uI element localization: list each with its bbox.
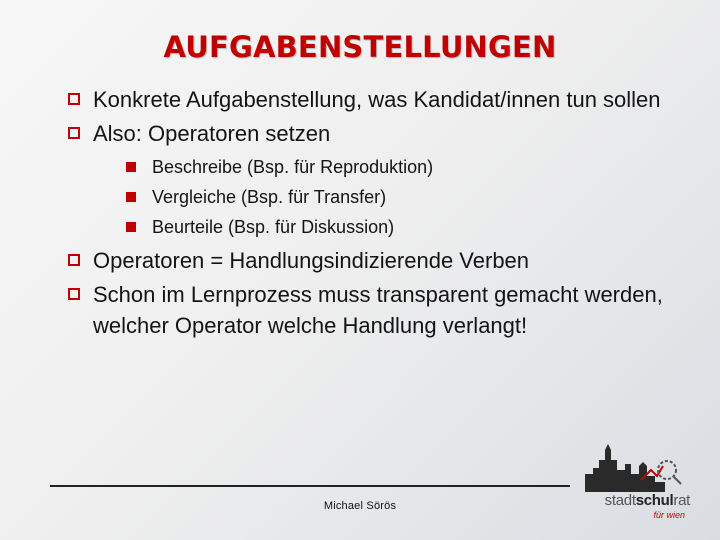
city-skyline-icon — [585, 440, 695, 495]
bullet-item — [68, 118, 688, 239]
sub-bullet-text: Beurteile (Bsp. für Diskussion) — [152, 217, 395, 237]
logo-wordmark: stadtschulrat — [604, 492, 690, 509]
bullet-item — [68, 279, 688, 341]
filled-square-bullet-icon — [126, 162, 136, 172]
slide-title: AUFGABENSTELLUNGEN — [163, 30, 557, 64]
sub-bullet-item — [126, 185, 688, 209]
bullet-text: Operatoren = Handlungsindizierende Verben — [93, 248, 530, 273]
author-name: Michael Sörös — [323, 500, 397, 512]
footer-divider — [50, 485, 570, 487]
filled-square-bullet-icon — [126, 192, 136, 202]
stadtschulrat-logo — [585, 440, 695, 520]
hollow-square-bullet-icon — [68, 254, 80, 266]
bullet-text: Also: Operatoren setzen — [93, 121, 331, 146]
sub-bullet-list — [126, 155, 688, 239]
sub-bullet-text: Beschreibe (Bsp. für Reproduktion) — [152, 157, 434, 177]
sub-bullet-item — [126, 215, 688, 239]
hollow-square-bullet-icon — [68, 288, 80, 300]
logo-tagline: für wien — [653, 510, 685, 520]
bullet-text: Schon im Lernprozess muss transparent gemacht werden, welcher Operator welche Handlung verlangt! — [93, 282, 663, 338]
bullet-item — [68, 84, 688, 115]
sub-bullet-item — [126, 155, 688, 179]
filled-square-bullet-icon — [126, 222, 136, 232]
bullet-item — [68, 245, 688, 276]
hollow-square-bullet-icon — [68, 93, 80, 105]
sub-bullet-text: Vergleiche (Bsp. für Transfer) — [152, 187, 387, 207]
bullet-text: Konkrete Aufgabenstellung, was Kandidat/innen tun sollen — [93, 87, 661, 112]
hollow-square-bullet-icon — [68, 127, 80, 139]
bullet-list — [68, 84, 688, 341]
